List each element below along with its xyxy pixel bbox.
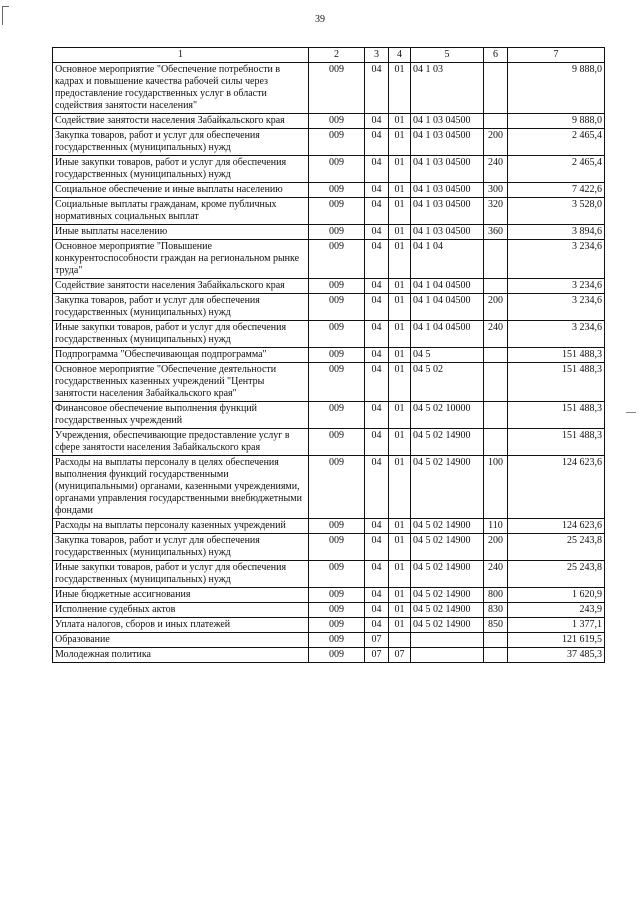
table-row <box>53 183 605 198</box>
row-name-cell: Социальное обеспечение и иные выплаты населению <box>53 183 309 198</box>
row-subsection-cell: 01 <box>389 519 411 534</box>
row-grbs-cell: 009 <box>309 129 365 156</box>
table-row <box>53 63 605 114</box>
row-subsection-cell: 01 <box>389 534 411 561</box>
row-target-article-cell: 04 1 04 04500 <box>411 321 484 348</box>
row-section-cell: 04 <box>365 618 389 633</box>
row-grbs-cell: 009 <box>309 603 365 618</box>
table-row <box>53 603 605 618</box>
row-grbs-cell: 009 <box>309 456 365 519</box>
row-name-cell: Иные закупки товаров, работ и услуг для обеспечения государственных (муниципальных) нужд <box>53 156 309 183</box>
row-expense-type-cell: 240 <box>484 561 508 588</box>
table-row <box>53 348 605 363</box>
row-target-article-cell: 04 5 <box>411 348 484 363</box>
row-target-article-cell <box>411 648 484 663</box>
row-section-cell: 04 <box>365 534 389 561</box>
row-name-cell: Иные закупки товаров, работ и услуг для обеспечения государственных (муниципальных) нужд <box>53 561 309 588</box>
row-grbs-cell: 009 <box>309 618 365 633</box>
table-row <box>53 561 605 588</box>
header-cell-5: 5 <box>411 48 484 63</box>
row-grbs-cell: 009 <box>309 294 365 321</box>
row-sum-cell: 124 623,6 <box>508 519 605 534</box>
table-row <box>53 279 605 294</box>
row-subsection-cell: 01 <box>389 114 411 129</box>
row-target-article-cell: 04 5 02 10000 <box>411 402 484 429</box>
row-target-article-cell: 04 5 02 14900 <box>411 519 484 534</box>
row-subsection-cell: 01 <box>389 129 411 156</box>
row-target-article-cell: 04 1 03 04500 <box>411 225 484 240</box>
row-section-cell: 04 <box>365 63 389 114</box>
row-grbs-cell: 009 <box>309 225 365 240</box>
row-subsection-cell <box>389 633 411 648</box>
row-section-cell: 04 <box>365 225 389 240</box>
row-name-cell: Основное мероприятие "Обеспечение деятельности государственных казенных учреждений "Центры занятости населения Забайкальского края" <box>53 363 309 402</box>
page-number: 39 <box>315 14 325 25</box>
table-row <box>53 519 605 534</box>
row-grbs-cell: 009 <box>309 648 365 663</box>
row-expense-type-cell: 200 <box>484 129 508 156</box>
row-name-cell: Иные закупки товаров, работ и услуг для обеспечения государственных (муниципальных) нужд <box>53 321 309 348</box>
row-sum-cell: 1 377,1 <box>508 618 605 633</box>
row-expense-type-cell <box>484 240 508 279</box>
row-subsection-cell: 01 <box>389 63 411 114</box>
row-name-cell: Закупка товаров, работ и услуг для обеспечения государственных (муниципальных) нужд <box>53 129 309 156</box>
row-expense-type-cell: 110 <box>484 519 508 534</box>
row-subsection-cell: 07 <box>389 648 411 663</box>
row-subsection-cell: 01 <box>389 183 411 198</box>
row-sum-cell: 7 422,6 <box>508 183 605 198</box>
row-expense-type-cell <box>484 633 508 648</box>
row-expense-type-cell: 300 <box>484 183 508 198</box>
row-target-article-cell: 04 1 03 04500 <box>411 183 484 198</box>
row-expense-type-cell <box>484 402 508 429</box>
row-grbs-cell: 009 <box>309 183 365 198</box>
row-section-cell: 04 <box>365 114 389 129</box>
row-grbs-cell: 009 <box>309 363 365 402</box>
row-subsection-cell: 01 <box>389 456 411 519</box>
header-cell-2: 2 <box>309 48 365 63</box>
row-sum-cell: 2 465,4 <box>508 156 605 183</box>
row-grbs-cell: 009 <box>309 279 365 294</box>
header-cell-6: 6 <box>484 48 508 63</box>
row-target-article-cell: 04 1 03 <box>411 63 484 114</box>
row-subsection-cell: 01 <box>389 561 411 588</box>
row-expense-type-cell: 240 <box>484 156 508 183</box>
table-row <box>53 648 605 663</box>
row-target-article-cell <box>411 633 484 648</box>
row-target-article-cell: 04 5 02 <box>411 363 484 402</box>
row-sum-cell: 151 488,3 <box>508 348 605 363</box>
row-section-cell: 04 <box>365 240 389 279</box>
row-name-cell: Закупка товаров, работ и услуг для обеспечения государственных (муниципальных) нужд <box>53 534 309 561</box>
row-name-cell: Образование <box>53 633 309 648</box>
row-expense-type-cell: 200 <box>484 294 508 321</box>
table-row <box>53 240 605 279</box>
table-row <box>53 534 605 561</box>
row-target-article-cell: 04 5 02 14900 <box>411 534 484 561</box>
budget-table <box>52 47 605 663</box>
row-sum-cell: 9 888,0 <box>508 63 605 114</box>
row-target-article-cell: 04 1 04 04500 <box>411 294 484 321</box>
row-expense-type-cell: 100 <box>484 456 508 519</box>
table-row <box>53 402 605 429</box>
row-subsection-cell: 01 <box>389 402 411 429</box>
row-target-article-cell: 04 1 03 04500 <box>411 129 484 156</box>
row-expense-type-cell: 320 <box>484 198 508 225</box>
row-expense-type-cell: 800 <box>484 588 508 603</box>
row-expense-type-cell <box>484 429 508 456</box>
row-expense-type-cell <box>484 348 508 363</box>
table-body <box>53 48 605 663</box>
row-name-cell: Закупка товаров, работ и услуг для обеспечения государственных (муниципальных) нужд <box>53 294 309 321</box>
row-section-cell: 04 <box>365 519 389 534</box>
row-name-cell: Социальные выплаты гражданам, кроме публичных нормативных социальных выплат <box>53 198 309 225</box>
table-row <box>53 429 605 456</box>
table-row <box>53 156 605 183</box>
row-sum-cell: 2 465,4 <box>508 129 605 156</box>
row-section-cell: 04 <box>365 129 389 156</box>
row-sum-cell: 151 488,3 <box>508 402 605 429</box>
row-sum-cell: 25 243,8 <box>508 561 605 588</box>
row-section-cell: 04 <box>365 429 389 456</box>
table-row <box>53 363 605 402</box>
table-row <box>53 456 605 519</box>
row-name-cell: Подпрограмма "Обеспечивающая подпрограмма" <box>53 348 309 363</box>
row-grbs-cell: 009 <box>309 561 365 588</box>
row-sum-cell: 37 485,3 <box>508 648 605 663</box>
table-row <box>53 618 605 633</box>
row-sum-cell: 151 488,3 <box>508 363 605 402</box>
row-grbs-cell: 009 <box>309 402 365 429</box>
row-sum-cell: 3 234,6 <box>508 294 605 321</box>
header-row <box>53 48 605 63</box>
row-target-article-cell: 04 5 02 14900 <box>411 456 484 519</box>
row-subsection-cell: 01 <box>389 588 411 603</box>
row-sum-cell: 3 234,6 <box>508 321 605 348</box>
row-expense-type-cell <box>484 648 508 663</box>
margin-mark <box>626 412 636 413</box>
row-expense-type-cell: 830 <box>484 603 508 618</box>
row-sum-cell: 1 620,9 <box>508 588 605 603</box>
row-subsection-cell: 01 <box>389 348 411 363</box>
table-row <box>53 321 605 348</box>
row-section-cell: 04 <box>365 183 389 198</box>
row-grbs-cell: 009 <box>309 156 365 183</box>
row-section-cell: 04 <box>365 402 389 429</box>
row-subsection-cell: 01 <box>389 363 411 402</box>
row-section-cell: 04 <box>365 363 389 402</box>
row-name-cell: Расходы на выплаты персоналу казенных учреждений <box>53 519 309 534</box>
row-subsection-cell: 01 <box>389 618 411 633</box>
row-target-article-cell: 04 5 02 14900 <box>411 561 484 588</box>
row-target-article-cell: 04 1 03 04500 <box>411 156 484 183</box>
row-subsection-cell: 01 <box>389 156 411 183</box>
row-target-article-cell: 04 5 02 14900 <box>411 588 484 603</box>
header-cell-1: 1 <box>53 48 309 63</box>
row-section-cell: 04 <box>365 561 389 588</box>
row-subsection-cell: 01 <box>389 294 411 321</box>
row-target-article-cell: 04 5 02 14900 <box>411 618 484 633</box>
row-expense-type-cell <box>484 63 508 114</box>
row-name-cell: Расходы на выплаты персоналу в целях обеспечения выполнения функций государственными (муниципальными) органами, казенными учреждениями, органами управления государственными внебюджетными фондами <box>53 456 309 519</box>
table-row <box>53 129 605 156</box>
row-sum-cell: 124 623,6 <box>508 456 605 519</box>
row-sum-cell: 151 488,3 <box>508 429 605 456</box>
row-name-cell: Содействие занятости населения Забайкальского края <box>53 279 309 294</box>
row-expense-type-cell <box>484 279 508 294</box>
row-name-cell: Основное мероприятие "Повышение конкурентоспособности граждан на региональном рынке труда" <box>53 240 309 279</box>
row-section-cell: 04 <box>365 279 389 294</box>
header-cell-7: 7 <box>508 48 605 63</box>
row-target-article-cell: 04 1 04 <box>411 240 484 279</box>
table-row <box>53 225 605 240</box>
row-name-cell: Содействие занятости населения Забайкальского края <box>53 114 309 129</box>
row-target-article-cell: 04 5 02 14900 <box>411 603 484 618</box>
row-section-cell: 07 <box>365 633 389 648</box>
row-grbs-cell: 009 <box>309 240 365 279</box>
row-name-cell: Иные выплаты населению <box>53 225 309 240</box>
row-sum-cell: 121 619,5 <box>508 633 605 648</box>
row-section-cell: 07 <box>365 648 389 663</box>
row-grbs-cell: 009 <box>309 348 365 363</box>
row-sum-cell: 3 894,6 <box>508 225 605 240</box>
row-name-cell: Иные бюджетные ассигнования <box>53 588 309 603</box>
table-row <box>53 294 605 321</box>
header-cell-3: 3 <box>365 48 389 63</box>
row-grbs-cell: 009 <box>309 114 365 129</box>
row-name-cell: Уплата налогов, сборов и иных платежей <box>53 618 309 633</box>
row-expense-type-cell <box>484 363 508 402</box>
row-subsection-cell: 01 <box>389 279 411 294</box>
row-grbs-cell: 009 <box>309 321 365 348</box>
row-subsection-cell: 01 <box>389 603 411 618</box>
table-row <box>53 588 605 603</box>
row-grbs-cell: 009 <box>309 588 365 603</box>
row-section-cell: 04 <box>365 456 389 519</box>
row-sum-cell: 3 528,0 <box>508 198 605 225</box>
row-expense-type-cell <box>484 114 508 129</box>
row-section-cell: 04 <box>365 294 389 321</box>
row-name-cell: Основное мероприятие "Обеспечение потребности в кадрах и повышение качества рабочей силы через предоставление государственных услуг в области содействия занятости населения" <box>53 63 309 114</box>
row-grbs-cell: 009 <box>309 519 365 534</box>
row-name-cell: Учреждения, обеспечивающие предоставление услуг в сфере занятости населения Забайкальского края <box>53 429 309 456</box>
row-grbs-cell: 009 <box>309 633 365 648</box>
row-sum-cell: 3 234,6 <box>508 240 605 279</box>
table-row <box>53 633 605 648</box>
row-target-article-cell: 04 5 02 14900 <box>411 429 484 456</box>
row-grbs-cell: 009 <box>309 534 365 561</box>
row-sum-cell: 243,9 <box>508 603 605 618</box>
table-row <box>53 198 605 225</box>
row-name-cell: Молодежная политика <box>53 648 309 663</box>
row-sum-cell: 3 234,6 <box>508 279 605 294</box>
row-target-article-cell: 04 1 03 04500 <box>411 198 484 225</box>
row-subsection-cell: 01 <box>389 198 411 225</box>
row-sum-cell: 25 243,8 <box>508 534 605 561</box>
row-target-article-cell: 04 1 04 04500 <box>411 279 484 294</box>
table-row <box>53 114 605 129</box>
row-expense-type-cell: 850 <box>484 618 508 633</box>
row-subsection-cell: 01 <box>389 429 411 456</box>
row-subsection-cell: 01 <box>389 225 411 240</box>
row-subsection-cell: 01 <box>389 240 411 279</box>
row-expense-type-cell: 360 <box>484 225 508 240</box>
row-target-article-cell: 04 1 03 04500 <box>411 114 484 129</box>
row-name-cell: Исполнение судебных актов <box>53 603 309 618</box>
row-section-cell: 04 <box>365 321 389 348</box>
row-section-cell: 04 <box>365 348 389 363</box>
row-grbs-cell: 009 <box>309 429 365 456</box>
row-subsection-cell: 01 <box>389 321 411 348</box>
header-cell-4: 4 <box>389 48 411 63</box>
row-section-cell: 04 <box>365 156 389 183</box>
row-expense-type-cell: 240 <box>484 321 508 348</box>
row-expense-type-cell: 200 <box>484 534 508 561</box>
row-section-cell: 04 <box>365 588 389 603</box>
row-section-cell: 04 <box>365 198 389 225</box>
row-section-cell: 04 <box>365 603 389 618</box>
row-sum-cell: 9 888,0 <box>508 114 605 129</box>
row-name-cell: Финансовое обеспечение выполнения функций государственных учреждений <box>53 402 309 429</box>
row-grbs-cell: 009 <box>309 63 365 114</box>
row-grbs-cell: 009 <box>309 198 365 225</box>
